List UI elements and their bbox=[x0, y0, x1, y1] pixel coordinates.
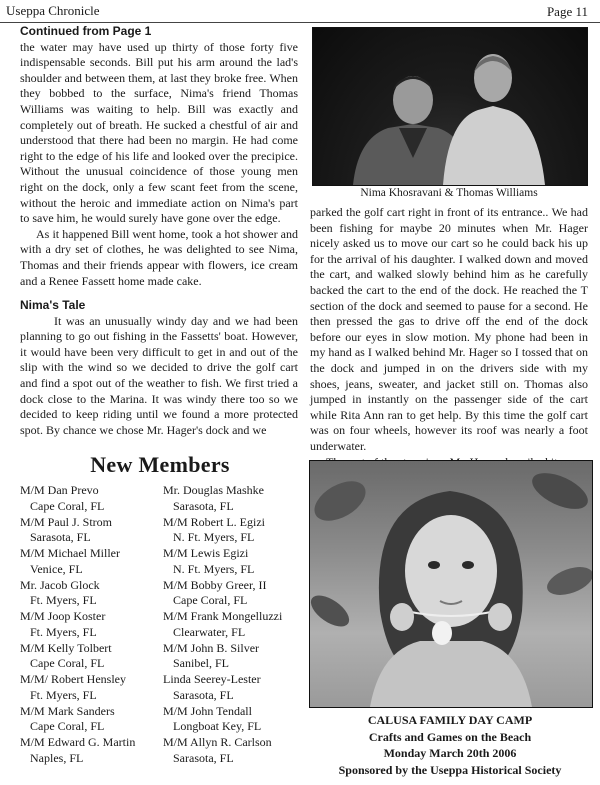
member-name: M/M Paul J. Strom bbox=[20, 514, 113, 529]
members-list-left bbox=[20, 483, 160, 767]
page-number: Page 11 bbox=[546, 4, 588, 19]
event-subtitle: Crafts and Games on the Beach bbox=[368, 729, 532, 744]
event-date: Monday March 20th 2006 bbox=[383, 746, 517, 760]
member-city: Ft. Myers, FL bbox=[30, 624, 97, 639]
member-name: M/M Mark Sanders bbox=[20, 703, 115, 718]
member-name: M/M Bobby Greer, II bbox=[163, 577, 267, 592]
article-right-column bbox=[310, 205, 588, 470]
publication-title: Useppa Chronicle bbox=[6, 3, 100, 18]
member-entry bbox=[163, 641, 303, 673]
event-caption bbox=[300, 712, 600, 778]
member-name: M/M John Tendall bbox=[163, 703, 252, 718]
member-entry bbox=[163, 483, 303, 515]
event-title: CALUSA FAMILY DAY CAMP bbox=[367, 713, 533, 727]
member-entry bbox=[163, 578, 303, 610]
page-header bbox=[0, 0, 600, 23]
member-entry bbox=[163, 609, 303, 641]
member-city: Cape Coral, FL bbox=[30, 498, 105, 513]
article-paragraph: It was an unusually windy day and we had been planning to go out fishing in the Fassetts' boat. However, it would have been very difficult to get in and out of the slip with the wind so we decided to drive the golf cart and find a spot out of the weather to fish. We first tried a dock close to the Marina. It was windy there too so we decided to keep riding until we found a more protected spot. By chance we chose Mr. Hager's dock and we bbox=[20, 313, 298, 437]
member-name: Mr. Jacob Glock bbox=[20, 577, 100, 592]
member-entry bbox=[163, 735, 303, 767]
member-name: M/M Joop Koster bbox=[20, 609, 106, 623]
article-left-column bbox=[20, 24, 298, 438]
member-entry bbox=[163, 704, 303, 736]
member-name: M/M Lewis Egizi bbox=[163, 546, 249, 560]
new-members-title: New Members bbox=[90, 452, 230, 477]
member-city: N. Ft. Myers, FL bbox=[173, 561, 255, 576]
member-entry bbox=[20, 483, 160, 515]
photo-caption: Nima Khosravani & Thomas Williams bbox=[360, 187, 538, 199]
event-sponsor: Sponsored by the Useppa Historical Society bbox=[338, 762, 562, 777]
article-paragraph: As it happened Bill went home, took a hot shower and with a dry set of clothes, he was delighted to see Nima, Thomas and their friends appear with flowers, ice cream and a Renee Fassett home made cake. bbox=[20, 226, 298, 288]
member-entry bbox=[163, 515, 303, 547]
member-city: Longboat Key, FL bbox=[173, 719, 262, 734]
member-city: Clearwater, FL bbox=[173, 624, 246, 639]
member-name: Linda Seerey-Lester bbox=[163, 672, 261, 686]
member-city: Cape Coral, FL bbox=[30, 656, 105, 671]
member-city: Ft. Myers, FL bbox=[30, 593, 97, 608]
article-paragraph: parked the golf cart right in front of its entrance.. We had been fishing for maybe 20 minutes when Mr. Hager nicely asked us to move our cart so he could back his up for the arrival of his daughter. I walked down and moved the cart, and walked slowly behind him as he carefully backed the cart to the end of the dock. He reached the T section of the dock and seemed to pause for a second. He then pressed the gas to drive off the end of the dock before our eyes in slow motion. My phone had been in my hand as I walked behind Mr. Hager so I tossed that on the dock and jumped in on the drivers side with my shoes, jeans, sweater, and jacket still on. Thomas also jumped in instantly on the passenger side of the cart while Rita Ann ran to get help. By this time the golf cart was on four wheels, however its roof was nearly a foot underwater. bbox=[310, 205, 588, 453]
member-entry bbox=[20, 735, 160, 767]
member-city: N. Ft. Myers, FL bbox=[173, 530, 255, 545]
member-entry bbox=[20, 641, 160, 673]
member-city: Naples, FL bbox=[30, 750, 84, 765]
member-city: Sarasota, FL bbox=[173, 750, 234, 765]
member-city: Cape Coral, FL bbox=[173, 593, 248, 608]
member-entry bbox=[20, 704, 160, 736]
member-entry bbox=[20, 609, 160, 641]
nimas-tale-heading: Nima's Tale bbox=[20, 298, 86, 313]
member-name: Mr. Douglas Mashke bbox=[163, 483, 264, 497]
member-entry bbox=[20, 546, 160, 578]
member-name: M/M Michael Miller bbox=[20, 546, 120, 560]
members-list-right bbox=[163, 483, 303, 767]
member-entry bbox=[163, 672, 303, 704]
member-name: M/M/ Robert Hensley bbox=[20, 672, 126, 686]
continued-heading: Continued from Page 1 bbox=[20, 24, 152, 38]
member-city: Sanibel, FL bbox=[173, 656, 229, 671]
member-name: M/M Allyn R. Carlson bbox=[163, 735, 272, 749]
photo-nima-and-thomas bbox=[312, 27, 588, 186]
member-name: M/M Robert L. Egizi bbox=[163, 514, 265, 529]
member-name: M/M Dan Prevo bbox=[20, 483, 99, 497]
member-name: M/M Edward G. Martin bbox=[20, 735, 136, 749]
member-city: Sarasota, FL bbox=[30, 530, 91, 545]
member-name: M/M Kelly Tolbert bbox=[20, 640, 112, 655]
article-paragraph: the water may have used up thirty of those forty five indispensable seconds. Bill put his arm around the lad's shoulder and between them, at last they broke free. When they bobbed to the surface, Nima's friend Thomas Williams was waiting to help. Bill was exactly and completely out of breath. He sucked a chestful of air and understood that there had been no margin. He had come right to the edge of his life and looked over the precipice. Without the unusual coincidence of those young men right on the dock, only a few scant feet from the scene, without the heroic and immediate action on Nima's part to save him, he would surely have gone over the edge. bbox=[20, 39, 298, 226]
member-city: Sarasota, FL bbox=[173, 498, 234, 513]
member-name: M/M Frank Mongelluzzi bbox=[163, 609, 283, 623]
member-city: Cape Coral, FL bbox=[30, 719, 105, 734]
member-city: Sarasota, FL bbox=[173, 687, 234, 702]
member-city: Ft. Myers, FL bbox=[30, 687, 97, 702]
member-entry bbox=[20, 672, 160, 704]
member-entry bbox=[20, 578, 160, 610]
photo-girl-with-shell bbox=[309, 460, 593, 708]
member-entry bbox=[20, 515, 160, 547]
member-entry bbox=[163, 546, 303, 578]
member-name: M/M John B. Silver bbox=[163, 640, 260, 655]
member-city: Venice, FL bbox=[30, 561, 83, 576]
